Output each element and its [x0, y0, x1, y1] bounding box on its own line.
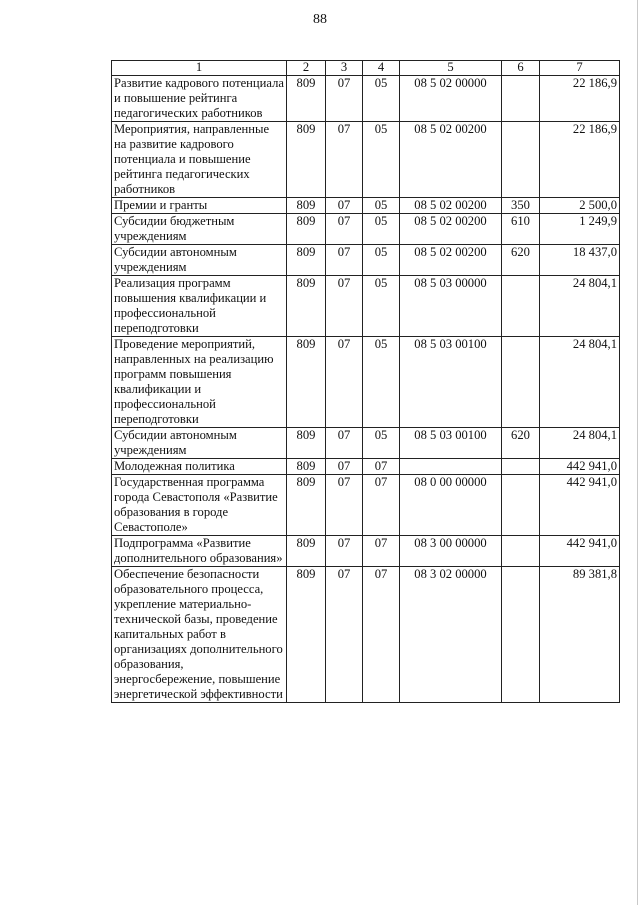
vr-cell: 620 — [502, 428, 540, 459]
sum-cell: 442 941,0 — [540, 536, 620, 567]
grbs-cell: 809 — [287, 245, 326, 276]
razdel-cell: 07 — [326, 214, 363, 245]
column-header: 1 — [112, 61, 287, 76]
podrazdel-cell: 07 — [363, 475, 400, 536]
sum-cell: 1 249,9 — [540, 214, 620, 245]
razdel-cell: 07 — [326, 122, 363, 198]
column-header: 3 — [326, 61, 363, 76]
csr-cell: 08 5 02 00200 — [400, 214, 502, 245]
vr-cell: 350 — [502, 198, 540, 214]
sum-cell: 22 186,9 — [540, 76, 620, 122]
csr-cell: 08 5 02 00000 — [400, 76, 502, 122]
vr-cell — [502, 475, 540, 536]
csr-cell: 08 0 00 00000 — [400, 475, 502, 536]
podrazdel-cell: 05 — [363, 245, 400, 276]
column-header: 5 — [400, 61, 502, 76]
vr-cell — [502, 337, 540, 428]
csr-cell: 08 5 03 00100 — [400, 337, 502, 428]
csr-cell: 08 5 03 00100 — [400, 428, 502, 459]
column-header: 4 — [363, 61, 400, 76]
grbs-cell: 809 — [287, 337, 326, 428]
csr-cell: 08 3 02 00000 — [400, 567, 502, 703]
table-row — [112, 337, 620, 428]
table-row — [112, 567, 620, 703]
grbs-cell: 809 — [287, 214, 326, 245]
sum-cell: 24 804,1 — [540, 337, 620, 428]
row-name-cell: Мероприятия, направленные на развитие кадрового потенциала и повышение рейтинга педагогических работников — [112, 122, 287, 198]
vr-cell — [502, 76, 540, 122]
vr-cell — [502, 459, 540, 475]
row-name-cell: Субсидии бюджетным учреждениям — [112, 214, 287, 245]
podrazdel-cell: 07 — [363, 536, 400, 567]
table-row — [112, 276, 620, 337]
vr-cell — [502, 536, 540, 567]
razdel-cell: 07 — [326, 567, 363, 703]
podrazdel-cell: 05 — [363, 337, 400, 428]
sum-cell: 24 804,1 — [540, 428, 620, 459]
podrazdel-cell: 05 — [363, 428, 400, 459]
vr-cell: 610 — [502, 214, 540, 245]
table-row — [112, 536, 620, 567]
page-number: 88 — [313, 12, 327, 27]
razdel-cell: 07 — [326, 337, 363, 428]
vr-cell — [502, 567, 540, 703]
razdel-cell: 07 — [326, 76, 363, 122]
podrazdel-cell: 05 — [363, 76, 400, 122]
razdel-cell: 07 — [326, 198, 363, 214]
razdel-cell: 07 — [326, 475, 363, 536]
vr-cell — [502, 276, 540, 337]
csr-cell — [400, 459, 502, 475]
podrazdel-cell: 05 — [363, 122, 400, 198]
razdel-cell: 07 — [326, 536, 363, 567]
grbs-cell: 809 — [287, 567, 326, 703]
table-row — [112, 122, 620, 198]
sum-cell: 442 941,0 — [540, 459, 620, 475]
csr-cell: 08 3 00 00000 — [400, 536, 502, 567]
column-header: 6 — [502, 61, 540, 76]
csr-cell: 08 5 02 00200 — [400, 122, 502, 198]
podrazdel-cell: 05 — [363, 198, 400, 214]
razdel-cell: 07 — [326, 276, 363, 337]
sum-cell: 22 186,9 — [540, 122, 620, 198]
row-name-cell: Подпрограмма «Развитие дополнительного образования» — [112, 536, 287, 567]
row-name-cell: Реализация программ повышения квалификации и профессиональной переподготовки — [112, 276, 287, 337]
row-name-cell: Молодежная политика — [112, 459, 287, 475]
podrazdel-cell: 05 — [363, 214, 400, 245]
column-header: 2 — [287, 61, 326, 76]
table-row — [112, 214, 620, 245]
razdel-cell: 07 — [326, 459, 363, 475]
sum-cell: 2 500,0 — [540, 198, 620, 214]
table-row — [112, 76, 620, 122]
vr-cell: 620 — [502, 245, 540, 276]
row-name-cell: Субсидии автономным учреждениям — [112, 428, 287, 459]
sum-cell: 442 941,0 — [540, 475, 620, 536]
podrazdel-cell: 07 — [363, 459, 400, 475]
row-name-cell: Проведение мероприятий, направленных на реализацию программ повышения квалификации и профессиональной переподготовки — [112, 337, 287, 428]
razdel-cell: 07 — [326, 428, 363, 459]
column-header: 7 — [540, 61, 620, 76]
table-row — [112, 245, 620, 276]
sum-cell: 24 804,1 — [540, 276, 620, 337]
row-name-cell: Обеспечение безопасности образовательного процесса, укрепление материально-технической базы, проведение капитальных работ в организациях дополнительного образования, энергосбережение, повышение энергетической эффективности — [112, 567, 287, 703]
table-row — [112, 198, 620, 214]
sum-cell: 89 381,8 — [540, 567, 620, 703]
podrazdel-cell: 05 — [363, 276, 400, 337]
budget-table — [111, 60, 620, 703]
header-row — [112, 61, 620, 76]
grbs-cell: 809 — [287, 198, 326, 214]
grbs-cell: 809 — [287, 475, 326, 536]
row-name-cell: Премии и гранты — [112, 198, 287, 214]
scan-edge-line — [637, 0, 638, 905]
sum-cell: 18 437,0 — [540, 245, 620, 276]
row-name-cell: Субсидии автономным учреждениям — [112, 245, 287, 276]
table-row — [112, 428, 620, 459]
table-row — [112, 459, 620, 475]
csr-cell: 08 5 03 00000 — [400, 276, 502, 337]
razdel-cell: 07 — [326, 245, 363, 276]
row-name-cell: Государственная программа города Севастополя «Развитие образования в городе Севастополе» — [112, 475, 287, 536]
table-row — [112, 475, 620, 536]
grbs-cell: 809 — [287, 76, 326, 122]
podrazdel-cell: 07 — [363, 567, 400, 703]
grbs-cell: 809 — [287, 459, 326, 475]
grbs-cell: 809 — [287, 122, 326, 198]
grbs-cell: 809 — [287, 276, 326, 337]
csr-cell: 08 5 02 00200 — [400, 198, 502, 214]
csr-cell: 08 5 02 00200 — [400, 245, 502, 276]
grbs-cell: 809 — [287, 536, 326, 567]
row-name-cell: Развитие кадрового потенциала и повышение рейтинга педагогических работников — [112, 76, 287, 122]
vr-cell — [502, 122, 540, 198]
grbs-cell: 809 — [287, 428, 326, 459]
